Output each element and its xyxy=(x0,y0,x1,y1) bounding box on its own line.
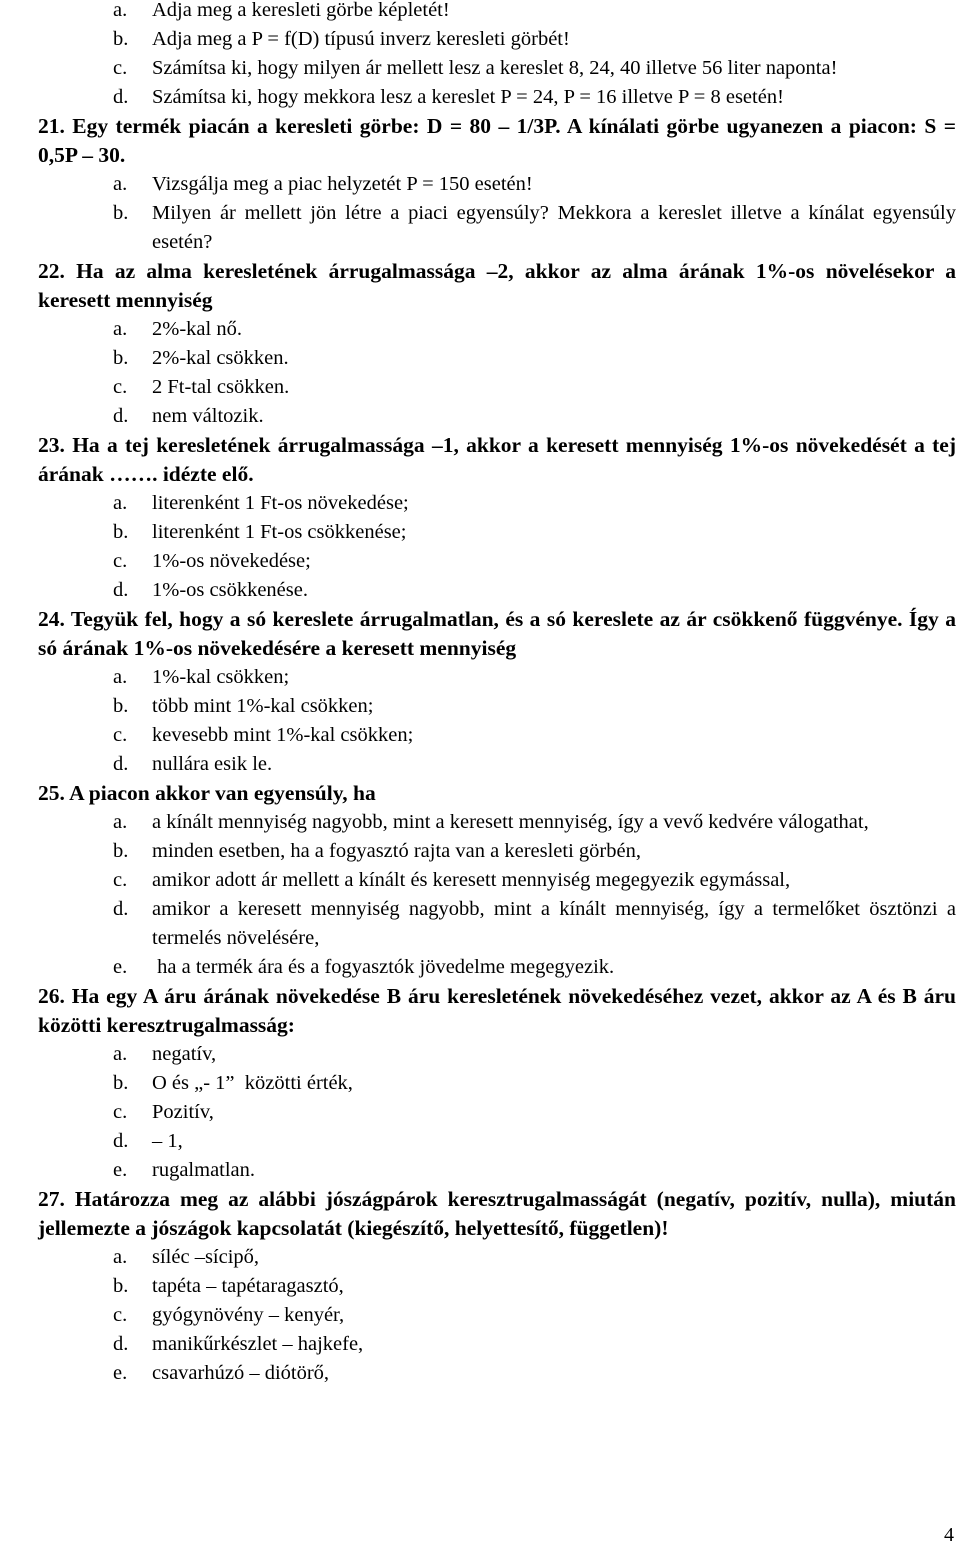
option-text: Számítsa ki, hogy mekkora lesz a kereslet P = 24, P = 16 illetve P = 8 esetén! xyxy=(152,86,784,108)
option-label: c. xyxy=(113,869,128,891)
option-text: 1%-os növekedése; xyxy=(152,550,311,572)
list-item xyxy=(38,750,956,779)
option-text: a kínált mennyiség nagyobb, mint a keresett mennyiség, így a vevő kedvére válogathat, xyxy=(152,811,869,833)
question-body: Egy termék piacán a keresleti görbe: D = 80 – 1/3P. A kínálati görbe ugyanezen a piacon: S = 0,5P – 30. xyxy=(38,114,956,167)
list-item xyxy=(38,1330,956,1359)
option-label: b. xyxy=(113,28,129,50)
option-label: a. xyxy=(113,0,128,21)
option-label: d. xyxy=(113,753,129,775)
list-item xyxy=(38,518,956,547)
option-label: c. xyxy=(113,550,128,572)
list-item xyxy=(38,1098,956,1127)
option-label: a. xyxy=(113,318,128,340)
question-number: 22. xyxy=(38,259,65,283)
option-label: b. xyxy=(113,1275,129,1297)
question-number: 21. xyxy=(38,114,65,138)
option-text: O és „- 1” közötti érték, xyxy=(152,1072,353,1094)
list-item xyxy=(38,1243,956,1272)
question-21 xyxy=(38,112,956,257)
continuation-options xyxy=(38,0,956,112)
option-label: c. xyxy=(113,57,128,79)
question-22 xyxy=(38,257,956,431)
question-body: Tegyük fel, hogy a só kereslete árrugalmatlan, és a só kereslete az ár csökkenő függvénye. Így a só árának 1%-os növekedésére a keresett mennyiség xyxy=(38,607,956,660)
list-item xyxy=(38,1272,956,1301)
option-text: kevesebb mint 1%-kal csökken; xyxy=(152,724,414,746)
list-item xyxy=(38,199,956,257)
list-item xyxy=(38,1127,956,1156)
option-text: – 1, xyxy=(152,1130,183,1152)
option-text: Adja meg a P = f(D) típusú inverz keresleti görbét! xyxy=(152,28,570,50)
option-label: a. xyxy=(113,1246,128,1268)
question-text xyxy=(38,112,956,170)
option-text: ha a termék ára és a fogyasztók jövedelme megegyezik. xyxy=(152,956,615,978)
list-item xyxy=(38,83,956,112)
option-text: Pozitív, xyxy=(152,1101,214,1123)
question-number: 24. xyxy=(38,607,65,631)
option-label: c. xyxy=(113,1101,128,1123)
option-text: Vizsgálja meg a piac helyzetét P = 150 esetén! xyxy=(152,173,533,195)
question-text xyxy=(38,605,956,663)
list-item xyxy=(38,344,956,373)
question-24 xyxy=(38,605,956,779)
option-text: minden esetben, ha a fogyasztó rajta van a keresleti görbén, xyxy=(152,840,641,862)
question-body: A piacon akkor van egyensúly, ha xyxy=(69,781,376,805)
option-label: a. xyxy=(113,811,128,833)
option-text: 2%-kal csökken. xyxy=(152,347,289,369)
list-item xyxy=(38,663,956,692)
option-text: gyógynövény – kenyér, xyxy=(152,1304,345,1326)
option-text: amikor a keresett mennyiség nagyobb, mint a kínált mennyiség, így a termelőket ösztönzi a termelés növelésére, xyxy=(152,898,956,949)
option-text: nullára esik le. xyxy=(152,753,273,775)
list-item xyxy=(38,373,956,402)
option-text: 1%-kal csökken; xyxy=(152,666,290,688)
option-label: b. xyxy=(113,695,129,717)
option-text: síléc –sícipő, xyxy=(152,1246,260,1268)
question-text xyxy=(38,431,956,489)
option-label: b. xyxy=(113,840,129,862)
option-text: literenként 1 Ft-os csökkenése; xyxy=(152,521,407,543)
list-item xyxy=(38,866,956,895)
option-label: e. xyxy=(113,1159,128,1181)
option-text: rugalmatlan. xyxy=(152,1159,256,1181)
list-item xyxy=(38,1156,956,1185)
option-text: 2 Ft-tal csökken. xyxy=(152,376,290,398)
question-text xyxy=(38,257,956,315)
question-text xyxy=(38,1185,956,1243)
question-body: Határozza meg az alábbi jószágpárok keresztrugalmasságát (negatív, pozitív, nulla), miután jellemezte a jószágok kapcsolatát (kiegészítő, helyettesítő, független)! xyxy=(38,1187,956,1240)
question-text xyxy=(38,779,956,808)
list-item xyxy=(38,576,956,605)
option-label: d. xyxy=(113,1333,129,1355)
option-text: nem változik. xyxy=(152,405,264,427)
question-25 xyxy=(38,779,956,982)
question-number: 27. xyxy=(38,1187,65,1211)
list-item xyxy=(38,0,956,25)
page-number: 4 xyxy=(944,1524,954,1546)
option-label: a. xyxy=(113,1043,128,1065)
option-label: b. xyxy=(113,347,129,369)
list-item xyxy=(38,895,956,953)
option-label: e. xyxy=(113,1362,128,1384)
option-text: manikűrkészlet – hajkefe, xyxy=(152,1333,364,1355)
option-label: d. xyxy=(113,1130,129,1152)
option-label: d. xyxy=(113,86,129,108)
list-item xyxy=(38,54,956,83)
option-text: literenként 1 Ft-os növekedése; xyxy=(152,492,409,514)
list-item xyxy=(38,170,956,199)
question-body: Ha az alma keresletének árrugalmassága –2, akkor az alma árának 1%-os növelésekor a keresett mennyiség xyxy=(38,259,956,312)
question-number: 25. xyxy=(38,781,65,805)
question-26 xyxy=(38,982,956,1185)
option-text: 2%-kal nő. xyxy=(152,318,242,340)
option-label: c. xyxy=(113,724,128,746)
page-content xyxy=(38,0,956,1388)
list-item xyxy=(38,837,956,866)
option-text: Adja meg a keresleti görbe képletét! xyxy=(152,0,450,21)
option-text: amikor adott ár mellett a kínált és keresett mennyiség megegyezik egymással, xyxy=(152,869,791,891)
list-item xyxy=(38,721,956,750)
option-label: a. xyxy=(113,173,128,195)
option-text: negatív, xyxy=(152,1043,217,1065)
list-item xyxy=(38,692,956,721)
list-item xyxy=(38,1040,956,1069)
option-label: d. xyxy=(113,405,129,427)
option-label: d. xyxy=(113,579,129,601)
question-body: Ha a tej keresletének árrugalmassága –1, akkor a keresett mennyiség 1%-os növekedését a tej árának ……. idézte elő. xyxy=(38,433,956,486)
question-27 xyxy=(38,1185,956,1388)
list-item xyxy=(38,808,956,837)
question-23 xyxy=(38,431,956,605)
option-text: csavarhúzó – diótörő, xyxy=(152,1362,330,1384)
question-body: Ha egy A áru árának növekedése B áru keresletének növekedéséhez vezet, akkor az A és B áru közötti keresztrugalmasság: xyxy=(38,984,956,1037)
option-label: d. xyxy=(113,898,129,920)
list-item xyxy=(38,25,956,54)
option-text: tapéta – tapétaragasztó, xyxy=(152,1275,344,1297)
list-item xyxy=(38,315,956,344)
option-text: Milyen ár mellett jön létre a piaci egyensúly? Mekkora a kereslet illetve a kínálat egyensúly esetén? xyxy=(152,202,956,253)
list-item xyxy=(38,953,956,982)
option-label: b. xyxy=(113,1072,129,1094)
list-item xyxy=(38,489,956,518)
option-label: b. xyxy=(113,521,129,543)
option-label: e. xyxy=(113,956,128,978)
option-label: a. xyxy=(113,492,128,514)
list-item xyxy=(38,402,956,431)
option-text: több mint 1%-kal csökken; xyxy=(152,695,374,717)
option-label: c. xyxy=(113,376,128,398)
list-item xyxy=(38,1359,956,1388)
list-item xyxy=(38,1301,956,1330)
option-text: Számítsa ki, hogy milyen ár mellett lesz a kereslet 8, 24, 40 illetve 56 liter naponta! xyxy=(152,57,838,79)
list-item xyxy=(38,547,956,576)
question-number: 23. xyxy=(38,433,65,457)
option-text: 1%-os csökkenése. xyxy=(152,579,308,601)
list-item xyxy=(38,1069,956,1098)
option-label: c. xyxy=(113,1304,128,1326)
option-label: b. xyxy=(113,202,129,224)
question-number: 26. xyxy=(38,984,65,1008)
option-label: a. xyxy=(113,666,128,688)
question-text xyxy=(38,982,956,1040)
